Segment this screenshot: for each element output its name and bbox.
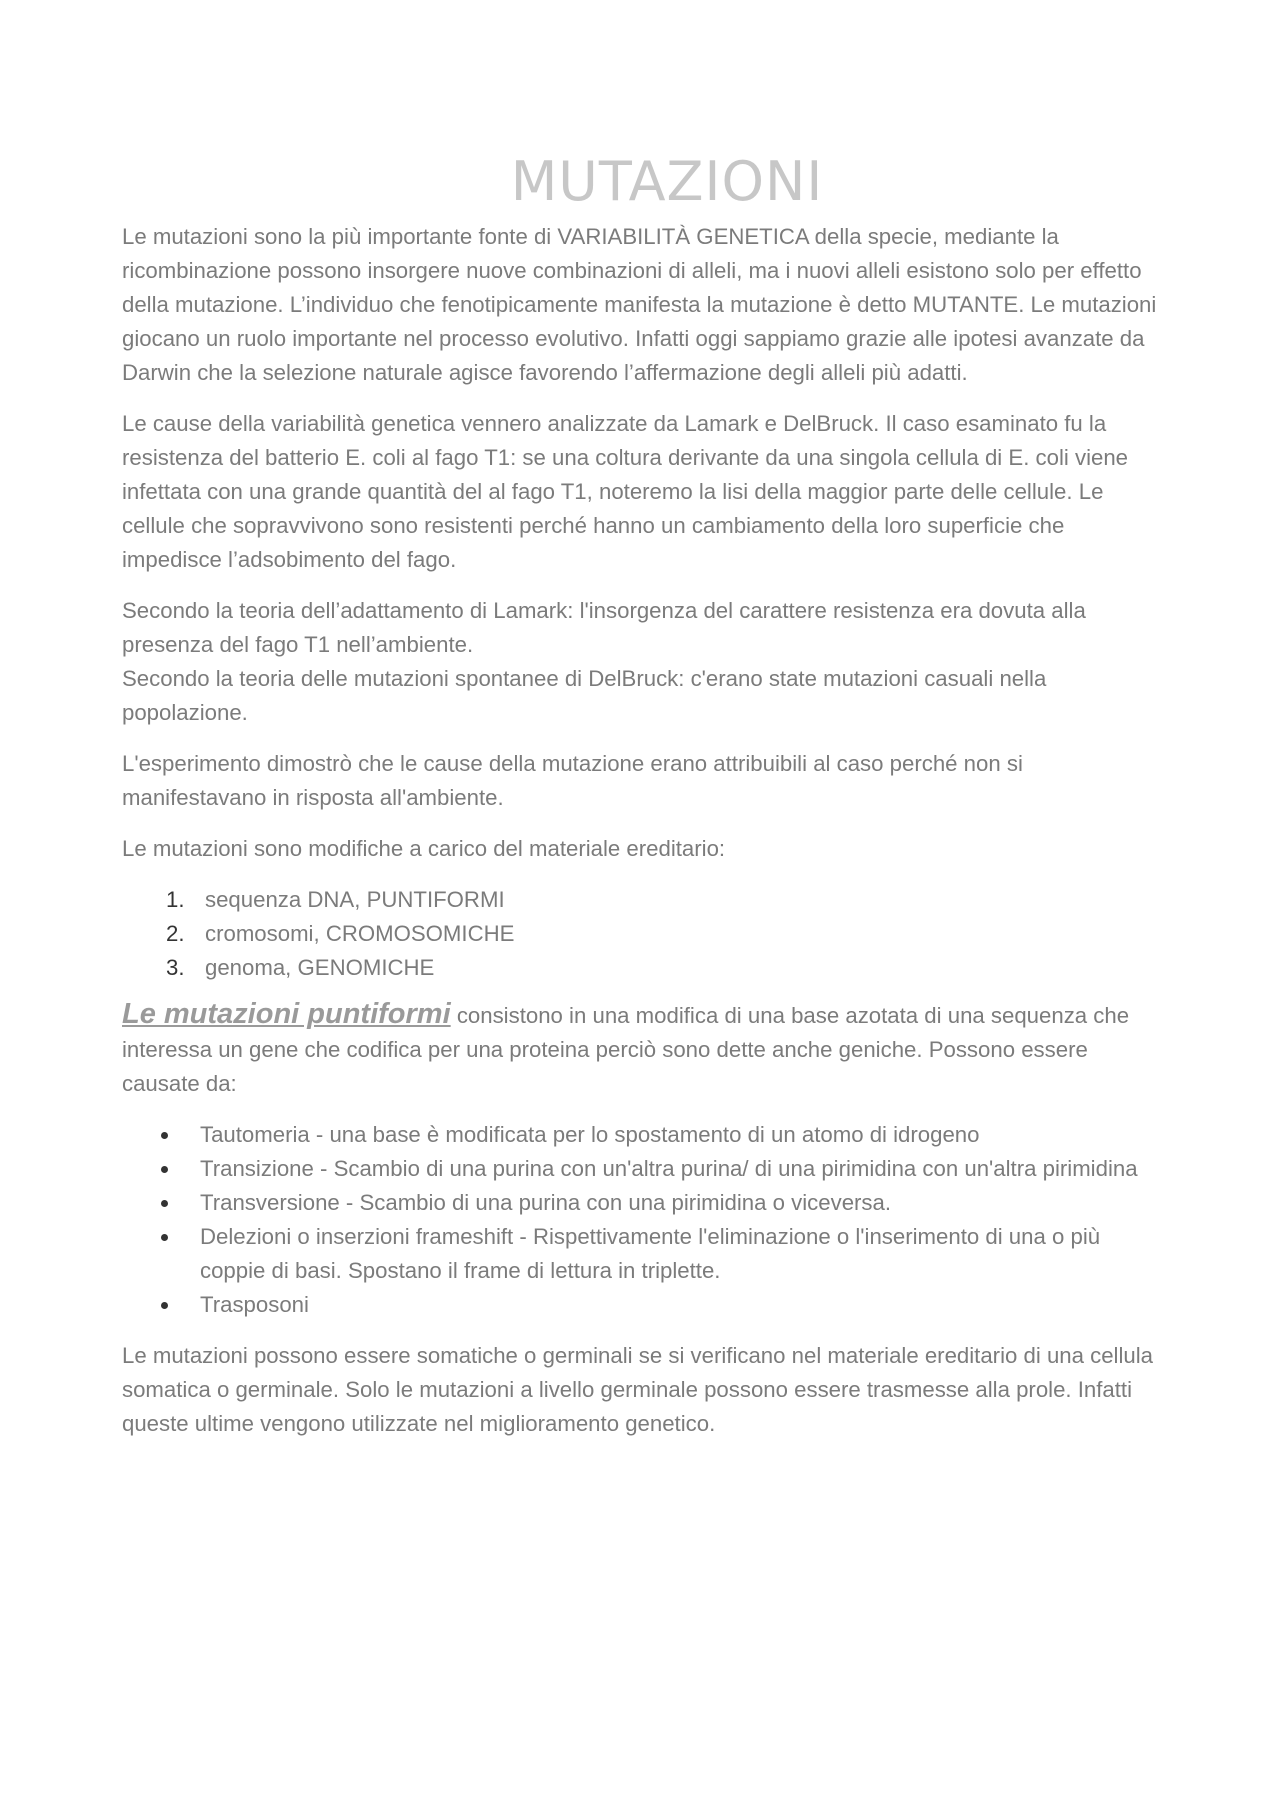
list-item-text: Delezioni o inserzioni frameshift - Rispettivamente l'eliminazione o l'inserimento di una o più coppie di basi. Spostano il frame di lettura in triplette. <box>200 1224 1101 1283</box>
paragraph-modifiche: Le mutazioni sono modifiche a carico del materiale ereditario: <box>122 836 726 861</box>
puntiformi-heading: Le mutazioni puntiformi <box>122 998 451 1030</box>
list-item <box>122 1220 1164 1288</box>
list-number: 3. <box>166 955 185 980</box>
causes-list <box>122 1118 1164 1322</box>
list-item-text: cromosomi, CROMOSOMICHE <box>205 921 515 946</box>
list-item <box>122 1152 1164 1186</box>
list-item <box>122 1186 1164 1220</box>
page-title: MUTAZIONI <box>510 150 824 213</box>
list-item-text: genoma, GENOMICHE <box>205 955 435 980</box>
list-item-text: Trasposoni <box>200 1292 309 1317</box>
paragraph-puntiformi <box>122 997 1164 1101</box>
bullet-icon <box>161 1166 168 1173</box>
lamark-theory: Secondo la teoria dell’adattamento di Lamark: l'insorgenza del carattere resistenza era dovuta alla presenza del fago T1 nell’ambiente. <box>122 598 1086 657</box>
puntiformi-text: consistono in una modifica di una base azotata di una sequenza che interessa un gene che codifica per una proteina perciò sono dette anche geniche. Possono essere causate da: <box>122 1003 1130 1096</box>
list-item-text: Tautomeria - una base è modificata per lo spostamento di un atomo di idrogeno <box>200 1122 980 1147</box>
bullet-icon <box>161 1234 168 1241</box>
paragraph-intro: Le mutazioni sono la più importante fonte di VARIABILITÀ GENETICA della specie, mediante la ricombinazione possono insorgere nuove combinazioni di alleli, ma i nuovi alleli esistono solo per effetto della mutazione. L’individuo che fenotipicamente manifesta la mutazione è detto MUTANTE. Le mutazioni giocano un ruolo importante nel processo evolutivo. Infatti oggi sappiamo grazie alle ipotesi avanzate da Darwin che la selezione naturale agisce favorendo l’affermazione degli alleli più adatti. <box>122 224 1157 385</box>
delbruck-theory: Secondo la teoria delle mutazioni spontanee di DelBruck: c'erano state mutazioni casuali nella popolazione. <box>122 666 1047 725</box>
list-item <box>122 1288 1164 1322</box>
paragraph-theories <box>122 594 1164 730</box>
bullet-icon <box>161 1200 168 1207</box>
list-item <box>122 951 1164 985</box>
mutation-types-list <box>122 883 1164 985</box>
list-item <box>122 1118 1164 1152</box>
list-item <box>122 883 1164 917</box>
list-number: 1. <box>166 887 185 912</box>
paragraph-closing: Le mutazioni possono essere somatiche o germinali se si verificano nel materiale ereditario di una cellula somatica o germinale. Solo le mutazioni a livello germinale possono essere trasmesse alla prole. Infatti queste ultime vengono utilizzate nel miglioramento genetico. <box>122 1343 1154 1436</box>
list-number: 2. <box>166 921 185 946</box>
paragraph-experiment: L'esperimento dimostrò che le cause della mutazione erano attribuibili al caso perché non si manifestavano in risposta all'ambiente. <box>122 751 1023 810</box>
bullet-icon <box>161 1302 168 1309</box>
list-item-text: Transversione - Scambio di una purina con una pirimidina o viceversa. <box>200 1190 892 1215</box>
list-item <box>122 917 1164 951</box>
list-item-text: sequenza DNA, PUNTIFORMI <box>205 887 505 912</box>
paragraph-cause: Le cause della variabilità genetica vennero analizzate da Lamark e DelBruck. Il caso esaminato fu la resistenza del batterio E. coli al fago T1: se una coltura derivante da una singola cellula di E. coli viene infettata con una grande quantità del al fago T1, noteremo la lisi della maggior parte delle cellule. Le cellule che sopravvivono sono resistenti perché hanno un cambiamento della loro superficie che impedisce l’adsobimento del fago. <box>122 411 1129 572</box>
bullet-icon <box>161 1132 168 1139</box>
list-item-text: Transizione - Scambio di una purina con un'altra purina/ di una pirimidina con un'altra pirimidina <box>200 1156 1138 1181</box>
